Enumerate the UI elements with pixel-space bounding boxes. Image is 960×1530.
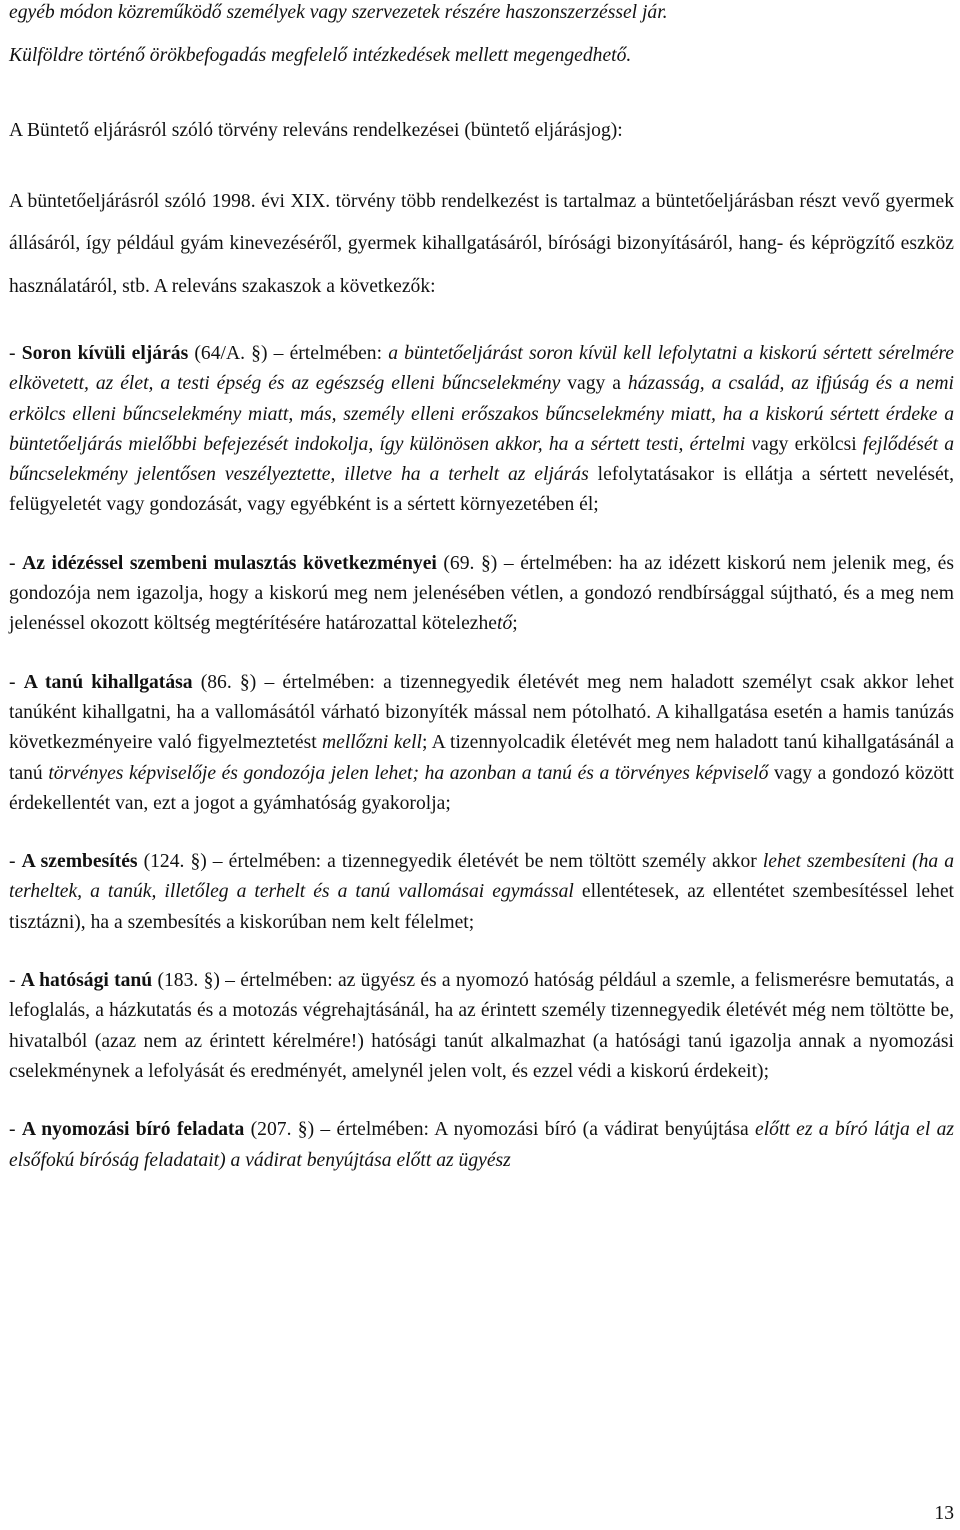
section-szembesites	[9, 847, 954, 938]
body-text: (69. §) – értelmében: ha az idézett kiskorú nem jelenik meg, és gondozója nem igazolja, hogy a kiskorú meg nem jelenésében vétlen, a gondozó rendbírsággal sújtható, és a meg nem jelenéssel okozott költség megtérítésére határozattal kötelezhe	[9, 552, 954, 635]
section-title: Az idézéssel szembeni mulasztás következményei	[22, 552, 437, 574]
section-nyomozasi-biro	[9, 1115, 954, 1176]
list-dash: -	[9, 970, 21, 992]
italic-text: a büntetőeljárást soron kívül kell lefolytatni a kiskorú sértett sérelmére elkövetett, az élet, a testi épség és az egészség elleni bűncselekmény	[9, 343, 955, 395]
document-page	[9, 0, 954, 1176]
list-dash: -	[9, 851, 22, 873]
body-text: (183. §) – értelmében: az ügyész és a nyomozó hatóság például a szemle, a felismerésre bemutatás, a lefoglalás, a házkutatás és a motozás végrehajtásánál, ha az érintett személy tizennegyedik életévét még nem töltötte be, hivatalból (azaz nem az érintett kérelmére!) hatósági tanút alkalmazhat (a hatósági tanú igazolja annak a nyomozási cselekménynek a lefolyását és eredményét, amelynél jelen volt, és ezzel védi a kiskorú érdekeit);	[9, 970, 954, 1082]
section-title: A szembesítés	[21, 851, 138, 873]
body-text: (124. §) – értelmében: a tizennegyedik életévét be nem töltött személy akkor	[137, 851, 763, 873]
italic-text: tő	[497, 613, 513, 635]
section-soron-kivuli-eljaras	[9, 339, 954, 521]
intro-paragraph	[9, 0, 954, 77]
section-idezes-mulasztas	[9, 549, 954, 640]
section-title: Soron kívüli eljárás	[21, 343, 189, 364]
italic-text: lehet szembesíteni (ha a terheltek, a tanúk, illetőleg a terhelt és a tanú vallomásai egymással	[9, 851, 954, 903]
section-heading: A Büntető eljárásról szóló törvény releváns rendelkezései (büntető eljárásjog):	[9, 120, 623, 141]
section-tanu-kihallgatasa	[9, 668, 954, 819]
body-text: lefolytatásakor is ellátja a sértett nevelését, felügyeletét vagy gondozását, vagy egyébként is a sértett környezetében él;	[9, 464, 954, 516]
body-text: ;	[512, 613, 518, 635]
body-text: ellentétesek, az ellentétet szembesítéssel lehet tisztázni), ha a szembesítés a kiskorúban nem kelt félelmet;	[9, 881, 954, 933]
list-dash: -	[9, 671, 24, 693]
section-title: A nyomozási bíró feladata	[21, 1119, 245, 1141]
section-hatosagi-tanu	[9, 966, 954, 1087]
page-number: 13	[934, 1503, 954, 1524]
italic-text: mellőzni kell	[321, 732, 422, 754]
body-text: (86. §) – értelmében: a tizennegyedik életévét meg nem haladott személyt csak akkor lehet tanúként kihallgatni, ha a vallomásától várható bizonyíték mással nem pótolható. A kihallgatása esetén a hamis tanúzás következményeire való figyelmeztetést	[9, 671, 954, 754]
italic-text: fejlődését a bűncselekmény jelentősen veszélyeztette, illetve ha a terhelt az eljárás	[9, 433, 954, 486]
italic-text: előtt ez a bíró látja el az elsőfokú bíróság feladatait) a vádirat benyújtása előtt az ügyész	[9, 1119, 954, 1171]
italic-text: házasság, a család, az ifjúság és a nemi erkölcs elleni bűncselekmény miatt, más, személy elleni erőszakos bűncselekmény miatt, ha a kiskorú sértett érdeke a büntetőeljárás mielőbbi befejezését indokolja, így különösen akkor, ha a sértett testi, értelmi v	[9, 373, 954, 455]
list-dash: -	[9, 1119, 22, 1141]
section-reference: (64/A. §) – értelmében:	[188, 343, 389, 364]
body-text: ; A tizennyolcadik életévét meg nem haladott tanú kihallgatásánál a tanú	[9, 732, 955, 784]
section-title: A hatósági tanú	[20, 970, 153, 992]
intro-line-2: Külföldre történő örökbefogadás megfelelő intézkedések mellett megengedhető.	[9, 44, 632, 66]
body-text: agy erkölcsi	[760, 433, 863, 455]
italic-text: törvényes képviselője és gondozója jelen lehet; ha azonban a tanú és a törvényes képviselő	[48, 762, 769, 784]
body-text: vagy a	[560, 373, 628, 395]
list-dash: -	[9, 343, 22, 364]
list-dash: -	[9, 552, 23, 574]
body-text: (207. §) – értelmében: A nyomozási bíró (a vádirat benyújtása	[244, 1119, 756, 1141]
section-title: A tanú kihallgatása	[23, 671, 193, 693]
intro-line-1: egyéb módon közreműködő személyek vagy szervezetek részére haszonszerzéssel jár.	[9, 2, 668, 23]
body-text: vagy a gondozó között érdekellentét van, ezt a jogot a gyámhatóság gyakorolja;	[9, 762, 954, 814]
lead-paragraph: A büntetőeljárásról szóló 1998. évi XIX. törvény több rendelkezést is tartalmaz a büntetőeljárásban részt vevő gyermek állásáról, így például gyám kinevezéséről, gyermek kihallgatásáról, bírósági bizonyításáról, hang- és képrögzítő eszköz használatáról, stb. A releváns szakaszok a következők:	[9, 190, 954, 297]
